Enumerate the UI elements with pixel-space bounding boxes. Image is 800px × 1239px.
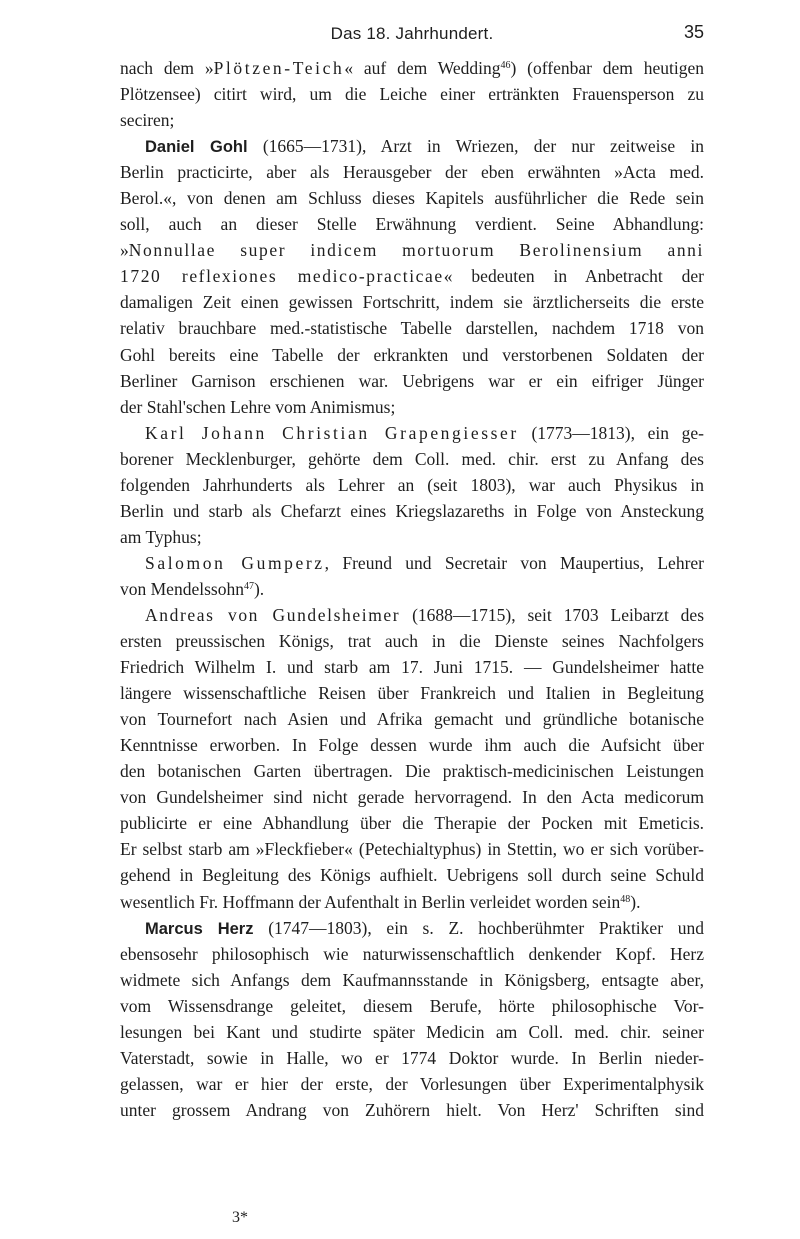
text-run: (1747—1803), ein s. Z. hochberühmter Praktiker und bbox=[253, 917, 704, 938]
text-run: (1773—1813), ein ge- bbox=[518, 422, 704, 443]
text-run: den botanischen Garten übertragen. Die praktisch-medicinischen Leistungen bbox=[120, 761, 704, 782]
text-line bbox=[120, 55, 704, 81]
text-line bbox=[120, 394, 704, 420]
text-line bbox=[120, 602, 704, 628]
text-run: vom Wissensdrange geleitet, diesem Berufe, hörte philosophische Vor- bbox=[120, 995, 704, 1016]
text-line bbox=[120, 576, 704, 602]
text-line bbox=[120, 211, 704, 237]
text-run: soll, auch an dieser Stelle Erwähnung verdient. Seine Abhandlung: bbox=[120, 214, 704, 235]
header-title: Das 18. Jahrhundert. bbox=[330, 24, 494, 43]
text-run: seciren; bbox=[120, 110, 175, 131]
text-run: Gohl bereits eine Tabelle der erkrankten und verstorbenen Soldaten der bbox=[120, 344, 704, 365]
text-line bbox=[120, 784, 704, 810]
text-run: Kenntnisse erworben. In Folge dessen wurde ihm auch die Aufsicht über bbox=[120, 735, 704, 756]
text-line bbox=[120, 524, 704, 550]
text-run: folgenden Jahrhunderts als Lehrer an (seit 1803), war auch Physikus in bbox=[120, 474, 704, 495]
text-run: ). bbox=[630, 891, 641, 912]
text-run: nach dem » bbox=[120, 58, 214, 78]
text-line bbox=[120, 680, 704, 706]
text-line bbox=[120, 107, 704, 133]
text-run: publicirte er eine Abhandlung über die Therapie der Pocken mit Emeticis. bbox=[120, 813, 704, 834]
spaced-name: Salomon Gumperz bbox=[145, 552, 325, 573]
text-line bbox=[120, 1071, 704, 1097]
text-line bbox=[120, 446, 704, 472]
footnote-ref: 47 bbox=[243, 580, 254, 592]
text-line bbox=[120, 133, 704, 159]
text-line bbox=[120, 342, 704, 368]
text-line bbox=[120, 472, 704, 498]
text-line bbox=[120, 159, 704, 185]
text-run: borener Mecklenburger, gehörte dem Coll. med. chir. erst zu Anfang des bbox=[120, 448, 704, 469]
text-line bbox=[120, 915, 704, 941]
text-run: ). bbox=[253, 578, 265, 599]
text-line bbox=[120, 758, 704, 784]
text-run: , Freund und Secretair von Maupertius, Lehrer bbox=[324, 552, 704, 573]
text-run: wesentlich Fr. Hoffmann der Aufenthalt in Berlin verleidet worden sein bbox=[120, 891, 621, 912]
text-run: ebensosehr philosophisch wie naturwissenschaftlich denkender Kopf. Herz bbox=[120, 943, 704, 964]
spaced-name: Karl Johann Christian Grapengiesser bbox=[145, 422, 519, 443]
spaced-name: Plötzen-Teich bbox=[213, 58, 345, 78]
text-run: Vaterstadt, sowie in Halle, wo er 1774 Doktor wurde. In Berlin nieder- bbox=[120, 1047, 704, 1068]
page-number: 35 bbox=[683, 22, 704, 42]
spaced-name: Nonnullae super indicem mortuorum Berolinensium anni bbox=[128, 240, 704, 261]
text-line bbox=[120, 967, 704, 993]
text-run: von Mendelssohn bbox=[120, 578, 244, 599]
text-line bbox=[120, 550, 704, 576]
text-run: damaligen Zeit einen gewissen Fortschritt, indem sie ärztlicherseits die erste bbox=[120, 292, 704, 313]
text-line bbox=[120, 237, 704, 263]
text-run: Berol.«, von denen am Schluss dieses Kapitels ausführlicher die Rede sein bbox=[120, 188, 704, 209]
text-run: Er selbst starb am »Fleckfieber« (Petechialtyphus) in Stettin, wo er sich vorüber- bbox=[120, 839, 704, 860]
text-line bbox=[120, 1019, 704, 1045]
body-text bbox=[120, 55, 704, 1123]
text-run: von Gundelsheimer sind nicht gerade hervorragend. In den Acta medicorum bbox=[120, 787, 704, 808]
text-run: Friedrich Wilhelm I. und starb am 17. Juni 1715. — Gundelsheimer hatte bbox=[120, 657, 704, 678]
text-line bbox=[120, 498, 704, 524]
spaced-name: Andreas von Gundelsheimer bbox=[145, 604, 401, 625]
text-line bbox=[120, 81, 704, 107]
text-run: » bbox=[120, 240, 129, 261]
footnote-ref: 48 bbox=[620, 893, 631, 905]
text-line bbox=[120, 628, 704, 654]
text-run: Berliner Garnison erschienen war. Uebrigens war er ein eifriger Jünger bbox=[120, 370, 704, 391]
text-line bbox=[120, 315, 704, 341]
text-run: widmete sich Anfangs dem Kaufmannsstande in Königsberg, entsagte aber, bbox=[120, 969, 704, 990]
bold-name: Daniel Gohl bbox=[145, 138, 248, 157]
text-line bbox=[120, 289, 704, 315]
text-line bbox=[120, 368, 704, 394]
text-run: ersten preussischen Königs, trat auch in die Dienste seines Nachfolgers bbox=[120, 631, 704, 652]
running-header bbox=[120, 20, 704, 50]
text-line bbox=[120, 732, 704, 758]
text-run: (1665—1731), Arzt in Wriezen, der nur zeitweise in bbox=[247, 136, 704, 157]
bold-name: Marcus Herz bbox=[145, 919, 254, 938]
text-line bbox=[120, 1097, 704, 1123]
text-line bbox=[120, 185, 704, 211]
text-run: gelassen, war er hier der erste, der Vorlesungen über Experimentalphysik bbox=[120, 1073, 704, 1094]
page bbox=[120, 0, 704, 1239]
text-run: ) (offenbar dem heutigen bbox=[510, 58, 704, 78]
text-line bbox=[120, 654, 704, 680]
text-line bbox=[120, 862, 704, 888]
text-run: unter grossem Andrang von Zuhörern hielt. Von Herz' Schriften sind bbox=[120, 1099, 704, 1120]
text-run: längere wissenschaftliche Reisen über Frankreich und Italien in Begleitung bbox=[120, 683, 704, 704]
text-run: Plötzensee) citirt wird, um die Leiche einer ertränkten Frauensperson zu bbox=[120, 84, 704, 105]
spaced-name: 1720 reflexiones medico-practicae bbox=[120, 266, 444, 287]
text-run: Berlin und starb als Chefarzt eines Kriegslazareths in Folge von Ansteckung bbox=[120, 500, 704, 521]
text-line bbox=[120, 889, 704, 915]
text-line bbox=[120, 993, 704, 1019]
text-run: relativ brauchbare med.-statistische Tabelle darstellen, nachdem 1718 von bbox=[120, 318, 704, 339]
text-line bbox=[120, 941, 704, 967]
text-run: der Stahl'schen Lehre vom Animismus; bbox=[120, 396, 396, 417]
text-line bbox=[120, 706, 704, 732]
text-line bbox=[120, 420, 704, 446]
text-run: « bedeuten in Anbetracht der bbox=[443, 266, 704, 287]
signature-mark: 3* bbox=[232, 1209, 248, 1226]
text-line bbox=[120, 263, 704, 289]
text-run: « auf dem Wedding bbox=[344, 58, 501, 78]
text-run: von Tournefort nach Asien und Afrika gemacht und gründliche botanische bbox=[120, 709, 704, 730]
text-run: Berlin practicirte, aber als Herausgeber der eben erwähnten »Acta med. bbox=[120, 162, 704, 183]
footnote-ref: 46 bbox=[500, 60, 511, 71]
text-line bbox=[120, 810, 704, 836]
text-run: gehend in Begleitung des Königs aufhielt. Uebrigens soll durch seine Schuld bbox=[120, 865, 704, 886]
text-line bbox=[120, 836, 704, 862]
text-run: lesungen bei Kant und studirte später Medicin am Coll. med. chir. seiner bbox=[120, 1021, 704, 1042]
text-run: am Typhus; bbox=[120, 526, 202, 547]
text-run: (1688—1715), seit 1703 Leibarzt des bbox=[400, 604, 704, 625]
text-line bbox=[120, 1045, 704, 1071]
